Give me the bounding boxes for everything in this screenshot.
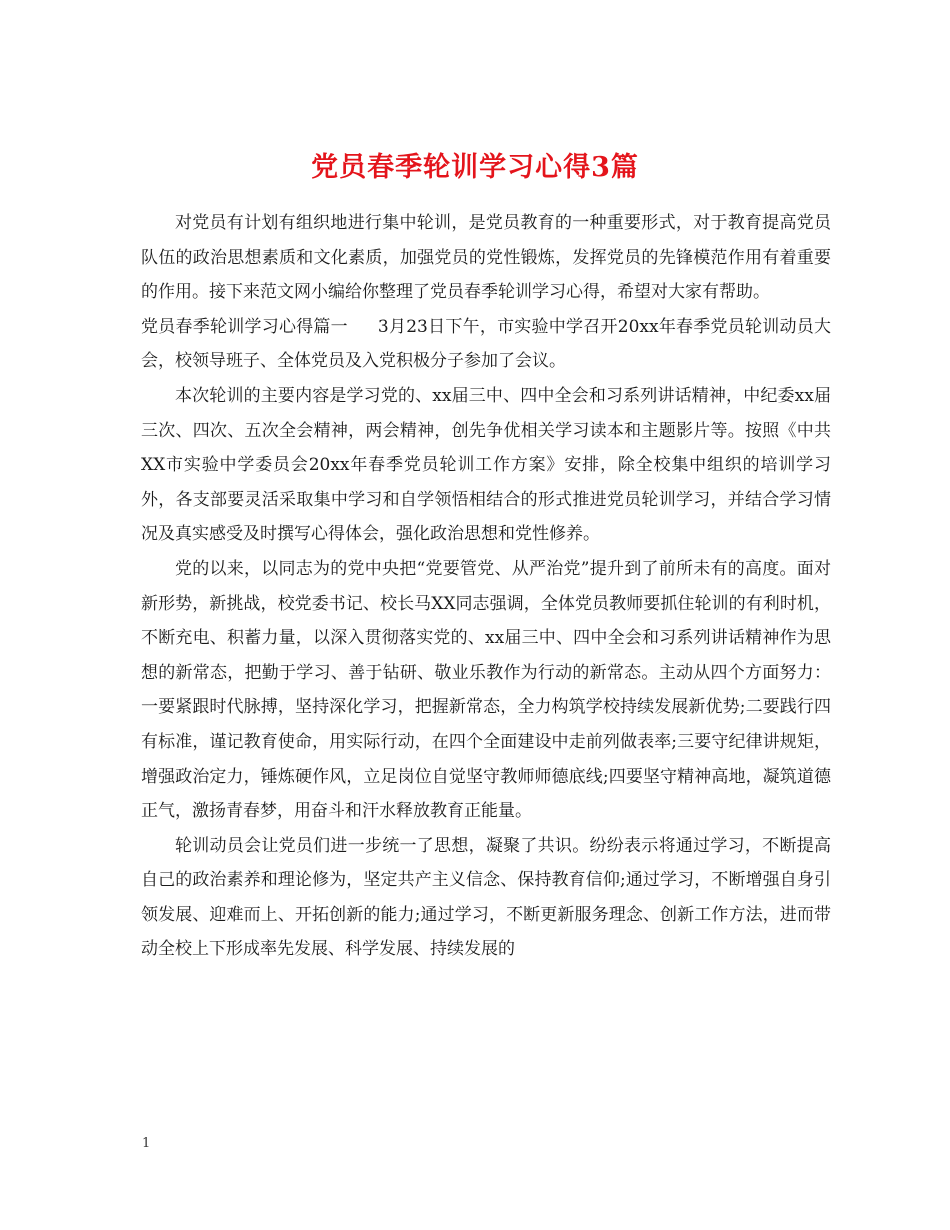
intro-paragraph: 对党员有计划有组织地进行集中轮训，是党员教育的一种重要形式，对于教育提高党员队伍的政治思想素质和文化素质，加强党员的党性锻炼，发挥党员的先锋模范作用有着重要的作用。接下来范文网小编给你整理了党员春季轮训学习心得，希望对大家有帮助。 [141, 213, 831, 303]
page-number: 1 [142, 1136, 151, 1151]
body-paragraph-2: 党的以来，以同志为的党中央把“党要管党、从严治党”提升到了前所未有的高度。面对新形势，新挑战，校党委书记、校长马XX同志强调，全体党员教师要抓住轮训的有利时机，不断充电、积蓄力量，以深入贯彻落实党的、xx届三中、四中全会和习系列讲话精神作为思想的新常态，把勤于学习、善于钻研、敬业乐教作为行动的新常态。主动从四个方面努力：一要紧跟时代脉搏，坚持深化学习，把握新常态，全力构筑学校持续发展新优势;二要践行四有标准，谨记教育使命，用实际行动，在四个全面建设中走前列做表率;三要守纪律讲规矩，增强政治定力，锤炼硬作风，立足岗位自觉坚守教师师德底线;四要坚守精神高地，凝筑道德正气，激扬青春梦，用奋斗和汗水释放教育正能量。 [141, 558, 831, 822]
body-paragraph-3: 轮训动员会让党员们进一步统一了思想，凝聚了共识。纷纷表示将通过学习，不断提高自己的政治素养和理论修为，坚定共产主义信念、保持教育信仰;通过学习，不断增强自身引领发展、迎难而上、开拓创新的能力;通过学习，不断更新服务理念、创新工作方法，进而带动全校上下形成率先发展、科学发展、持续发展的 [141, 835, 831, 960]
document-body [141, 206, 831, 967]
body-paragraph-1: 本次轮训的主要内容是学习党的、xx届三中、四中全会和习系列讲话精神，中纪委xx届三次、四次、五次全会精神，两会精神，创先争优相关学习读本和主题影片等。按照《中共XX市实验中学委员会20xx年春季党员轮训工作方案》安排，除全校集中组织的培训学习外，各支部要灵活采取集中学习和自学领悟相结合的形式推进党员轮训学习，并结合学习情况及真实感受及时撰写心得体会，强化政治思想和党性修养。 [141, 385, 831, 545]
document-title: 党员春季轮训学习心得3篇 [311, 152, 639, 184]
section-title: 党员春季轮训学习心得篇一 [141, 316, 348, 337]
section-lead-text: 3月23日下午，市实验中学召开20xx年春季党员轮训动员大会，校领导班子、全体党员及入党积极分子参加了会议。 [141, 316, 831, 372]
section-lead-paragraph [141, 310, 831, 379]
